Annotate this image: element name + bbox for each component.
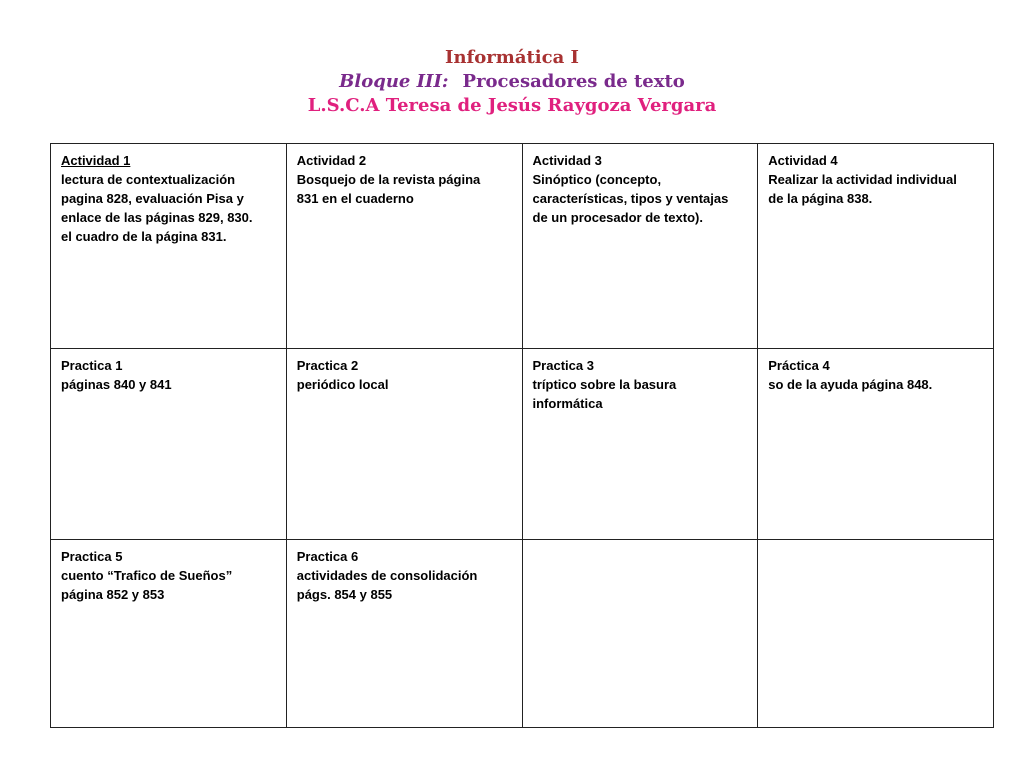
course-title: Informática I xyxy=(445,47,579,68)
cell-title: Actividad 3 xyxy=(532,153,602,168)
table-cell-empty xyxy=(758,540,994,728)
table-cell-actividad-1 xyxy=(51,144,287,349)
cell-body: periódico local xyxy=(296,377,389,392)
table-cell-practica-4 xyxy=(758,349,994,540)
table-cell-practica-1 xyxy=(51,349,287,540)
table-cell-practica-2 xyxy=(286,349,522,540)
cell-title: Practica 3 xyxy=(532,358,594,373)
cell-title: Actividad 4 xyxy=(768,153,838,168)
cell-body: so de la ayuda página 848. xyxy=(768,377,933,392)
cell-title: Práctica 4 xyxy=(768,358,830,373)
bloque-label: Bloque III: xyxy=(339,71,449,92)
cell-title: Practica 5 xyxy=(61,549,123,564)
cell-title: Practica 1 xyxy=(61,358,123,373)
cell-title: Actividad 1 xyxy=(61,153,131,168)
document-header xyxy=(0,46,1024,118)
table-cell-actividad-4 xyxy=(758,144,994,349)
cell-body: páginas 840 y 841 xyxy=(61,377,172,392)
cell-body: cuento “Trafico de Sueños” página 852 y 853 xyxy=(61,568,233,602)
author-name: L.S.C.A Teresa de Jesús Raygoza Vergara xyxy=(307,95,717,116)
cell-title: Practica 6 xyxy=(296,549,359,564)
cell-body: tríptico sobre la basura informática xyxy=(532,377,677,411)
cell-body: lectura de contextualización pagina 828, evaluación Pisa y enlace de las páginas 829, 830. el cuadro de la página 831. xyxy=(61,172,253,244)
bloque-heading xyxy=(0,70,1024,94)
table-cell-actividad-3 xyxy=(522,144,758,349)
cell-title: Practica 2 xyxy=(296,358,359,373)
cell-body: Bosquejo de la revista página 831 en el cuaderno xyxy=(296,172,481,206)
table-cell-practica-6 xyxy=(286,540,522,728)
table-row xyxy=(51,349,994,540)
cell-title: Actividad 2 xyxy=(296,153,367,168)
table-row xyxy=(51,144,994,349)
cell-body: actividades de consolidación págs. 854 y 855 xyxy=(296,568,478,602)
table-cell-practica-5 xyxy=(51,540,287,728)
bloque-topic: Procesadores de texto xyxy=(462,71,685,92)
table-cell-empty xyxy=(522,540,758,728)
cell-body: Sinóptico (concepto, características, tipos y ventajas de un procesador de texto). xyxy=(532,172,729,225)
table-cell-practica-3 xyxy=(522,349,758,540)
cell-body: Realizar la actividad individual de la página 838. xyxy=(768,172,957,206)
activities-table xyxy=(50,143,994,728)
table-cell-actividad-2 xyxy=(286,144,522,349)
table-row xyxy=(51,540,994,728)
